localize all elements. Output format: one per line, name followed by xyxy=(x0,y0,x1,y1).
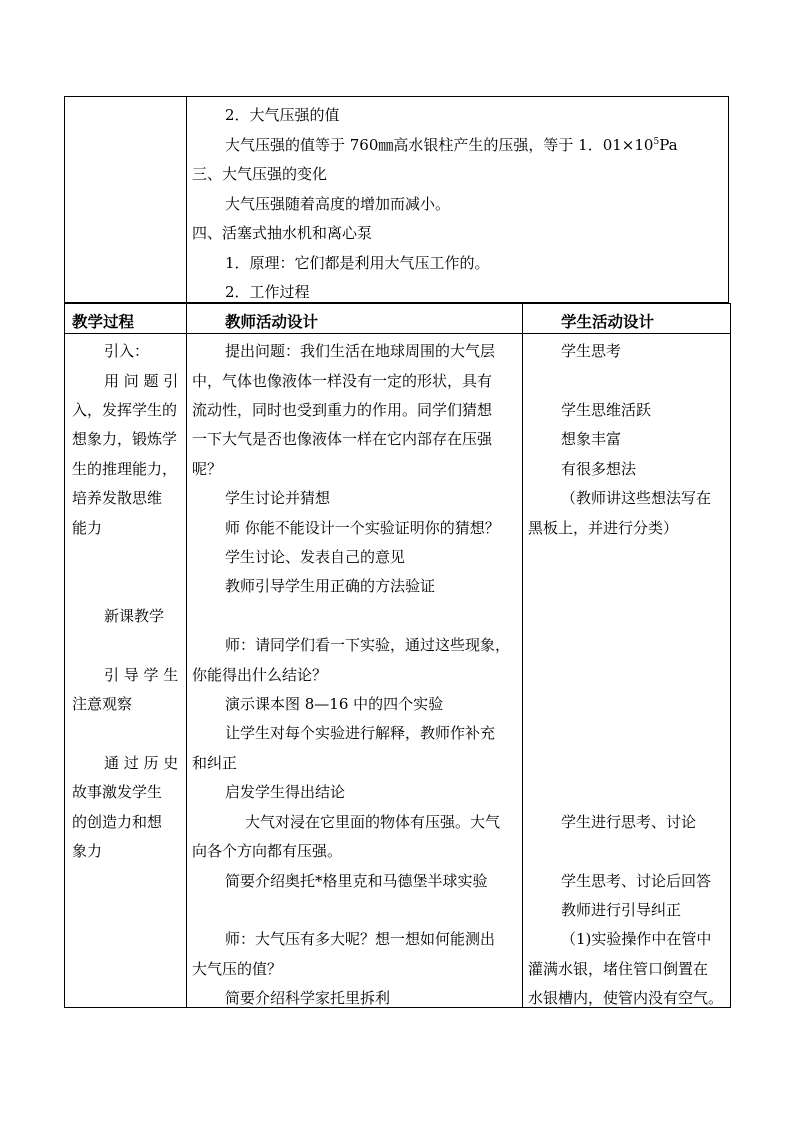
col1-line: 培养发散思维 xyxy=(72,489,163,507)
col1-line: 的创造力和想 xyxy=(72,813,163,831)
col2-line: 简要介绍科学家托里拆利 xyxy=(225,989,391,1007)
col2-line: 师：大气压有多大呢？想一想如何能测出 xyxy=(225,930,496,948)
column-divider-2 xyxy=(522,304,523,1007)
col1-line: 引 导 学 生 xyxy=(104,666,179,684)
col1-line: 引入： xyxy=(104,342,150,360)
col3-line: 灌满水银，堵住管口倒置在 xyxy=(528,960,709,978)
col3-line: （教师讲这些想法写在 xyxy=(561,489,712,507)
col2-line: 简要介绍奥托*格里克和马德堡半球实验 xyxy=(225,872,488,890)
col2-line: 大气压的值？ xyxy=(192,960,283,978)
pressure-unit: Pa xyxy=(659,136,678,154)
col3-line: 学生思维活跃 xyxy=(561,401,652,419)
header-student-activity: 学生活动设计 xyxy=(561,312,655,331)
col2-line: 师 你能不能设计一个实验证明你的猜想？ xyxy=(225,519,500,537)
col2-line: 流动性，同时也受到重力的作用。同学们猜想 xyxy=(192,401,493,419)
col2-line: 向各个方向都有压强。 xyxy=(192,842,343,860)
col1-line: 用 问 题 引 xyxy=(104,372,179,390)
col1-line: 新课教学 xyxy=(104,607,165,625)
pressure-value-text: 大气压强的值等于 760㎜高水银柱产生的压强，等于 1．01×10 xyxy=(225,136,654,154)
col3-line: 学生思考 xyxy=(561,342,622,360)
col1-line: 通 过 历 史 xyxy=(104,754,179,772)
col2-line: 师：请同学们看一下实验，通过这些现象， xyxy=(225,636,511,654)
col3-line: 水银槽内，使管内没有空气。 xyxy=(528,989,724,1007)
col2-line: 和纠正 xyxy=(192,754,238,772)
col1-line: 能力 xyxy=(72,519,103,537)
col2-line: 学生讨论并猜想 xyxy=(225,489,331,507)
col1-line: 故事激发学生 xyxy=(72,783,163,801)
col2-line: 大气对浸在它里面的物体有压强。大气 xyxy=(245,813,501,831)
top-line-4: 大气压强随着高度的增加而减小。 xyxy=(225,195,451,213)
header-teaching-process: 教学过程 xyxy=(72,312,135,331)
col2-line: 提出问题：我们生活在地球周围的大气层 xyxy=(225,342,496,360)
col3-line: 黑板上，并进行分类） xyxy=(528,519,679,537)
col1-line: 象力 xyxy=(72,842,103,860)
top-line-6: 1．原理：它们都是利用大气压工作的。 xyxy=(225,254,490,272)
col2-line: 你能得出什么结论？ xyxy=(192,666,328,684)
col2-line: 一下大气是否也像液体一样在它内部存在压强 xyxy=(192,430,493,448)
col3-line: 有很多想法 xyxy=(561,460,637,478)
top-line-3: 三、大气压强的变化 xyxy=(192,165,328,183)
col3-line: 学生进行思考、讨论 xyxy=(561,813,697,831)
col2-line: 学生讨论、发表自己的意见 xyxy=(225,548,406,566)
col2-line: 让学生对每个实验进行解释，教师作补充 xyxy=(225,724,496,742)
col2-line: 启发学生得出结论 xyxy=(225,783,346,801)
col3-line: （1)实验操作中在管中 xyxy=(561,930,712,948)
col2-line: 教师引导学生用正确的方法验证 xyxy=(225,577,436,595)
col2-line: 演示课本图 8—16 中的四个实验 xyxy=(225,695,444,713)
column-divider-1 xyxy=(186,304,187,1007)
col3-line: 学生思考、讨论后回答 xyxy=(561,872,712,890)
header-divider xyxy=(65,333,730,334)
col1-line: 注意观察 xyxy=(72,695,133,713)
col1-line: 入，发挥学生的 xyxy=(72,401,178,419)
top-line-7: 2．工作过程 xyxy=(225,283,310,301)
pressure-exponent: 5 xyxy=(653,137,660,147)
upper-table-divider xyxy=(186,97,187,302)
header-teacher-activity: 教师活动设计 xyxy=(225,312,319,331)
top-line-2 xyxy=(225,136,678,154)
col1-line: 生的推理能力， xyxy=(72,460,178,478)
col3-line: 教师进行引导纠正 xyxy=(561,901,682,919)
col3-line: 想象丰富 xyxy=(561,430,622,448)
col2-line: 呢？ xyxy=(192,460,223,478)
col2-line: 中，气体也像液体一样没有一定的形状，具有 xyxy=(192,372,493,390)
col1-line: 想象力，锻炼学 xyxy=(72,430,178,448)
top-line-5: 四、活塞式抽水机和离心泵 xyxy=(192,224,373,242)
top-line-1: 2．大气压强的值 xyxy=(225,106,340,124)
